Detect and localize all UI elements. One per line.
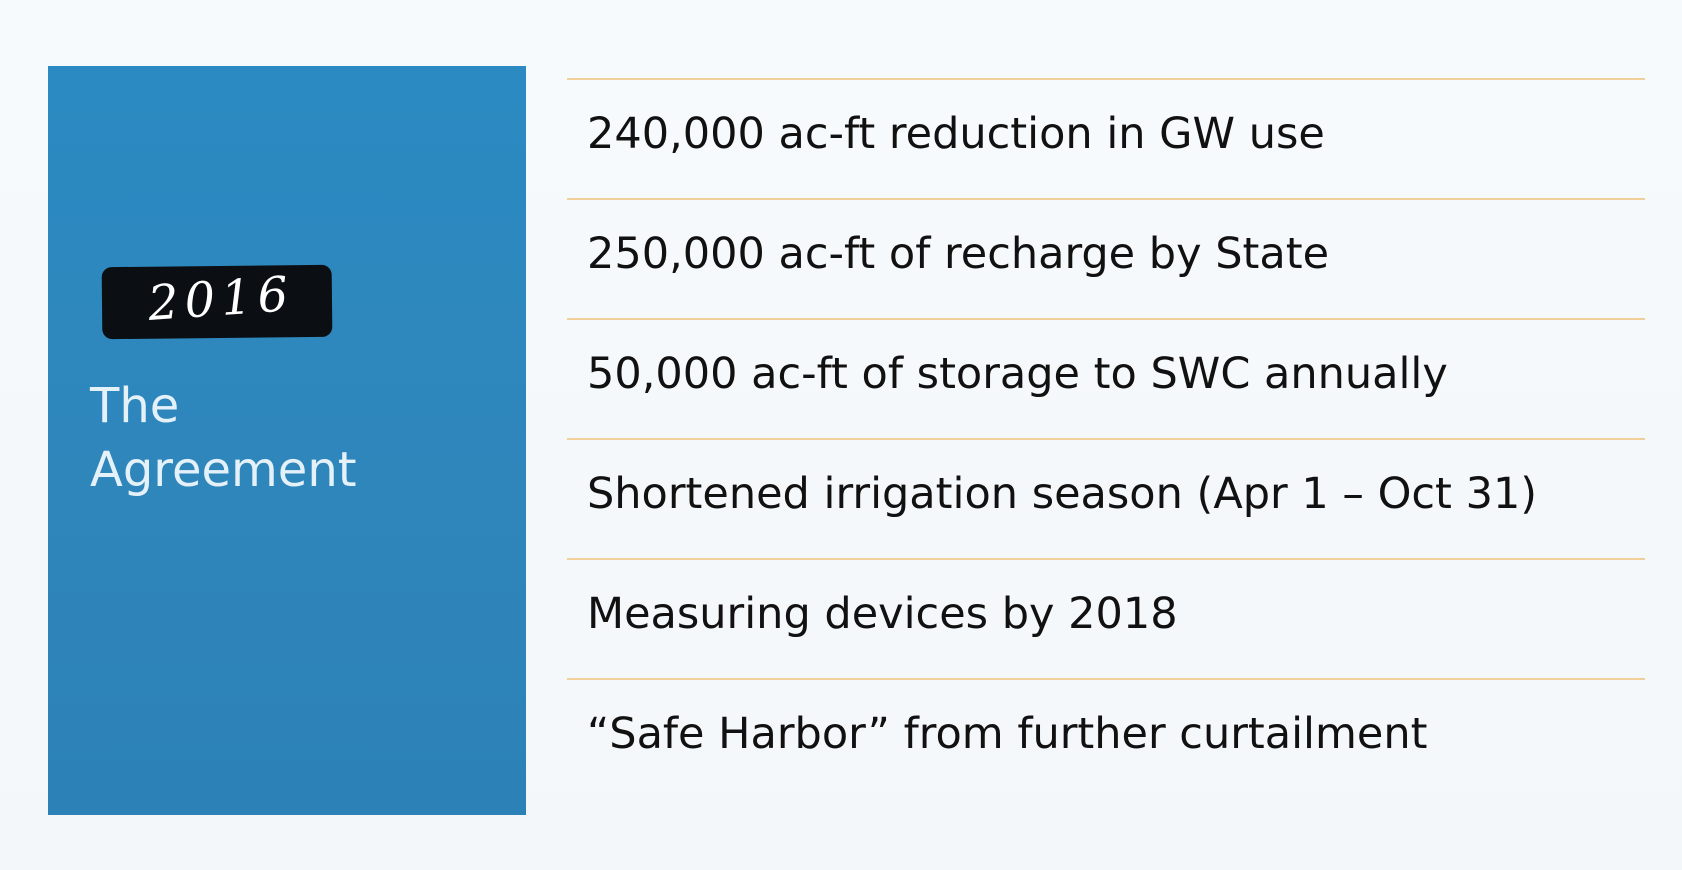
agreement-item (567, 558, 1645, 677)
agreement-item (567, 198, 1645, 317)
title-panel (48, 66, 526, 815)
slide-title-line: Agreement (90, 442, 357, 498)
agreement-item (567, 678, 1645, 797)
agreement-item-text: 240,000 ac-ft reduction in GW use (587, 109, 1325, 159)
slide-title (90, 374, 510, 502)
handwritten-year: 2016 (146, 265, 296, 333)
agreement-item-text: 50,000 ac-ft of storage to SWC annually (587, 349, 1448, 399)
agreement-item-text: “Safe Harbor” from further curtailment (587, 709, 1428, 759)
agreement-item (567, 78, 1645, 197)
agreement-item-text: Shortened irrigation season (Apr 1 – Oct 31) (587, 469, 1538, 519)
agreement-item (567, 438, 1645, 557)
agreement-item-text: Measuring devices by 2018 (587, 589, 1178, 639)
agreement-item (567, 318, 1645, 437)
agreement-item-text: 250,000 ac-ft of recharge by State (587, 229, 1330, 279)
agreement-list (567, 78, 1645, 768)
slide-title-line: The (90, 378, 180, 434)
